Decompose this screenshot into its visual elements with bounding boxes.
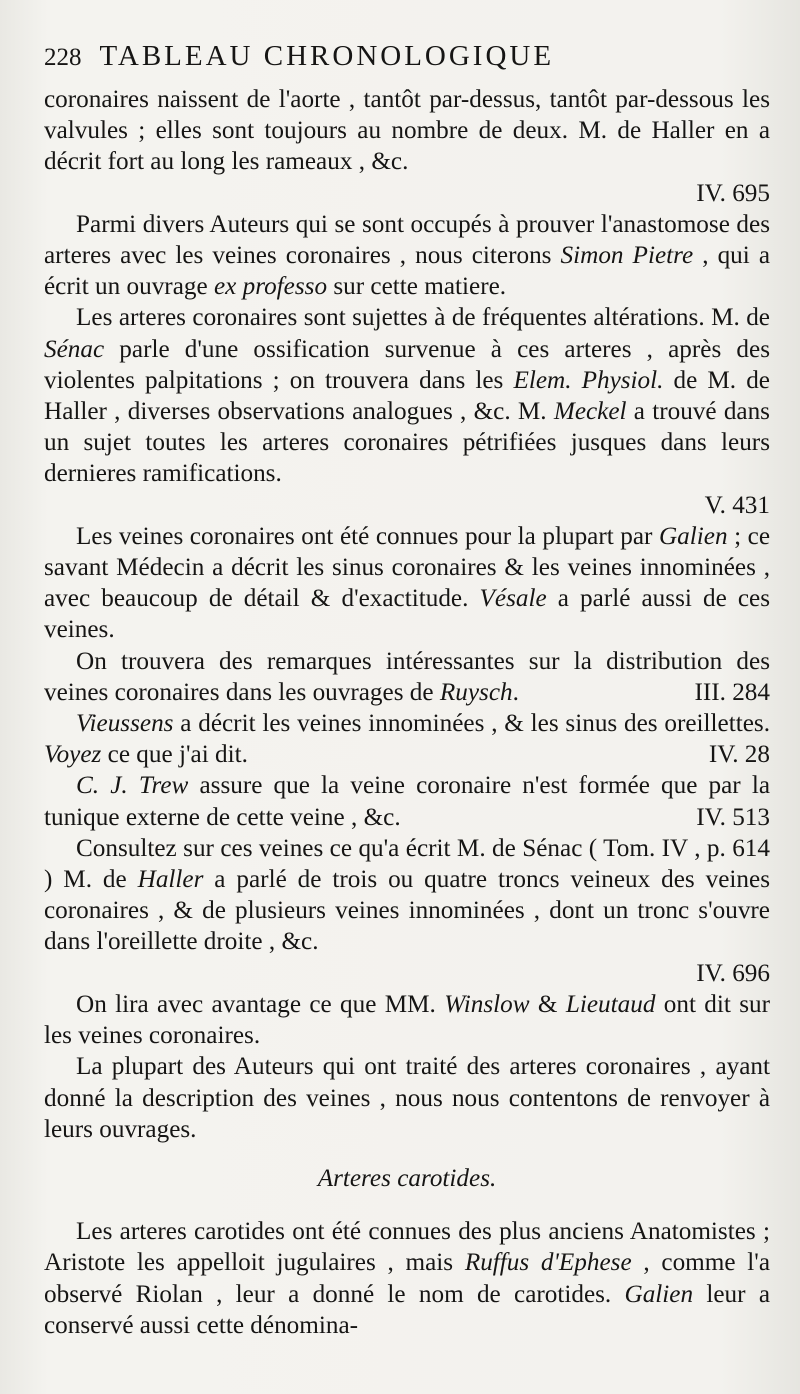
paragraph bbox=[44, 833, 770, 958]
text-run: ; ce savant Médecin a décrit les sinus coronaires & les veines innominées , avec beaucoup de détail & d'exactitude. bbox=[44, 522, 770, 613]
volume-reference: IV. 696 bbox=[696, 959, 770, 987]
volume-reference: IV. 695 bbox=[696, 179, 770, 207]
text-run: parle d'une ossification survenue à ces arteres , après des violentes palpitations ; on trouvera dans les bbox=[44, 335, 770, 394]
paragraph bbox=[44, 302, 770, 489]
text-run: ce que j'ai dit. bbox=[101, 741, 248, 769]
author-name: Sénac bbox=[44, 335, 105, 363]
text-run: a décrit les veines innominées , & les sinus des oreillettes. bbox=[173, 710, 770, 738]
text-run: Consultez sur ces veines ce qu'a écrit M. de Sénac ( Tom. IV , p. 614 ) M. de bbox=[44, 834, 770, 894]
section-heading: Arteres carotides. bbox=[317, 1164, 497, 1192]
text-run: de M. de Haller , diverses observations analogues , &c. M. bbox=[44, 366, 770, 426]
text-run: Parmi divers Auteurs qui se sont occupés à prouver l'anastomose des arteres avec les veines coronaires , nous citerons bbox=[44, 210, 770, 270]
paragraph bbox=[44, 646, 770, 708]
paragraph bbox=[44, 84, 770, 178]
text-run: On lira avec avantage ce que MM. bbox=[76, 990, 445, 1018]
book-title: Elem. Physiol. bbox=[513, 366, 664, 394]
volume-reference: IV. 28 bbox=[708, 741, 770, 769]
author-name: Ruffus d'Ephese bbox=[464, 1249, 632, 1277]
text-run: , comme l'a observé Riolan , leur a donné le nom de carotides. bbox=[44, 1249, 770, 1308]
body-text bbox=[44, 84, 770, 1341]
running-title: TABLEAU CHRONOLOGIQUE bbox=[99, 40, 555, 72]
text-run: sur cette matiere. bbox=[327, 273, 507, 301]
volume-reference: III. 284 bbox=[694, 678, 770, 706]
text-run: , qui a écrit un ouvrage bbox=[44, 242, 771, 301]
author-name: Haller bbox=[137, 866, 204, 894]
author-name: Galien bbox=[624, 1280, 694, 1308]
text-run: On trouvera des remarques intéressantes sur la distribution des veines coronaires dans les ouvrages de bbox=[44, 647, 770, 706]
paragraph bbox=[44, 708, 770, 770]
latin-phrase: ex professo bbox=[213, 273, 328, 301]
text-run: . bbox=[512, 678, 519, 706]
paragraph bbox=[44, 1216, 770, 1341]
author-name: Winslow bbox=[444, 990, 530, 1018]
author-name: C. J. Trew bbox=[76, 772, 189, 800]
author-name: Lieutaud bbox=[565, 990, 656, 1018]
author-name: Vésale bbox=[479, 585, 547, 613]
author-name: Ruysch bbox=[439, 678, 513, 706]
paragraph bbox=[44, 770, 770, 832]
text-run: a trouvé dans un sujet toutes les arteres coronaires pétrifiées jusques dans leurs dernieres ramifications. bbox=[44, 398, 770, 488]
text-run: & bbox=[529, 990, 566, 1018]
text-run: leur a conservé aussi cette dénomina- bbox=[44, 1280, 770, 1339]
paragraph bbox=[44, 209, 770, 303]
text-run: assure que la veine coronaire n'est formée que par la tunique externe de cette veine , &c. bbox=[44, 772, 770, 831]
text-run: a parlé de trois ou quatre troncs veineux des veines coronaires , & de plusieurs veines innominées , dont un tronc s'ouvre dans l'oreillette droite , &c. bbox=[44, 866, 770, 956]
cross-reference: Voyez bbox=[44, 741, 102, 769]
text-run: Les arteres coronaires sont sujettes à de fréquentes altérations. M. de bbox=[76, 304, 770, 332]
author-name: Galien bbox=[658, 522, 728, 550]
author-name: Meckel bbox=[553, 398, 627, 426]
text-run: Les veines coronaires ont été connues pour la plupart par bbox=[76, 522, 659, 550]
text-run: Les arteres carotides ont été connues des plus anciens Anatomistes ; Aristote les appelloit jugulaires , mais bbox=[44, 1218, 770, 1277]
text-run: La plupart des Auteurs qui ont traité des arteres coronaires , ayant donné la description des veines , nous nous contentons de renvoyer à leurs ouvrages. bbox=[44, 1053, 770, 1143]
running-head bbox=[44, 40, 770, 84]
author-name: Simon Pietre bbox=[560, 242, 694, 270]
paragraph bbox=[44, 1051, 770, 1145]
page-number: 228 bbox=[44, 44, 82, 71]
author-name: Vieussens bbox=[76, 710, 174, 738]
volume-reference: IV. 513 bbox=[696, 803, 770, 831]
volume-reference: V. 431 bbox=[704, 491, 770, 519]
paragraph bbox=[44, 989, 770, 1051]
text-run: coronaires naissent de l'aorte , tantôt par-dessus, tantôt par-dessous les valvules ; elles sont toujours au nombre de deux. M. de Haller en a décrit fort au long les rameaux , &c. bbox=[44, 86, 770, 176]
paragraph bbox=[44, 521, 770, 646]
text-run: ont dit sur les veines coronaires. bbox=[44, 990, 771, 1050]
text-run: a parlé aussi de ces veines. bbox=[44, 585, 771, 644]
